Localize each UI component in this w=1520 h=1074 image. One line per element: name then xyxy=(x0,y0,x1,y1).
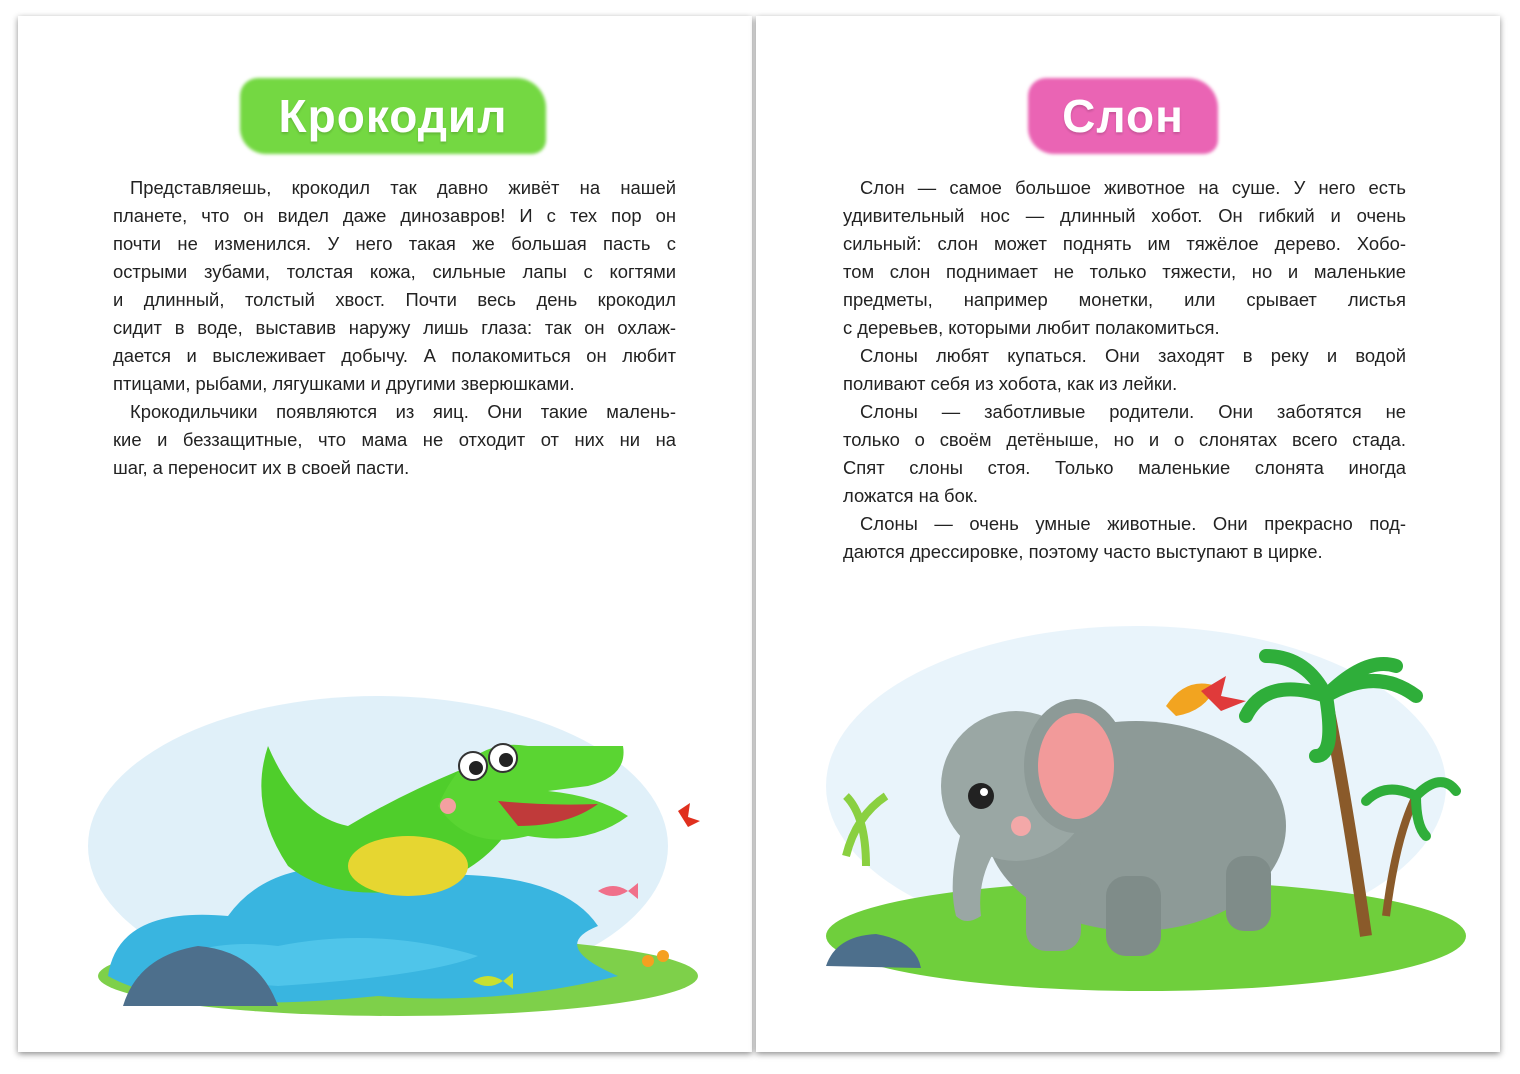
right-page xyxy=(756,16,1500,1052)
elephant-title: Слон xyxy=(1062,90,1184,142)
text-line: с деревьев, которыми любит полакомиться. xyxy=(843,317,1220,338)
text-line: Крокодильчики появляются из яиц. Они такие малень- xyxy=(130,401,676,422)
elephant-title-banner xyxy=(1028,78,1218,154)
crocodile-illustration xyxy=(78,676,718,1036)
text-line: планете, что он видел даже динозавров! И с тех пор он xyxy=(113,205,676,226)
flower-icon xyxy=(642,955,654,967)
text-line: и длинный, толстый хвост. Почти весь день крокодил xyxy=(113,289,676,310)
text-line: почти не изменился. У него такая же большая пасть с xyxy=(113,233,676,254)
text-line: Слон — самое большое животное на суше. У него есть xyxy=(860,177,1406,198)
text-line: предметы, например монетки, или срывает листья xyxy=(843,289,1406,310)
text-line: кие и беззащитные, что мама не отходит от них ни на xyxy=(113,429,676,450)
left-page xyxy=(18,16,752,1052)
crocodile-title: Крокодил xyxy=(278,90,508,142)
text-line: Слоны любят купаться. Они заходят в реку и водой xyxy=(860,345,1406,366)
elephant-text xyxy=(843,174,1406,566)
text-line: ложатся на бок. xyxy=(843,485,978,506)
butterfly-icon xyxy=(678,803,700,827)
text-line: удивительный нос — длинный хобот. Он гибкий и очень xyxy=(843,205,1406,226)
text-line: Слоны — очень умные животные. Они прекрасно под- xyxy=(860,513,1406,534)
text-line: сидит в воде, выставив наружу лишь глаза: так он охлаж- xyxy=(113,317,676,338)
crocodile-text xyxy=(113,174,676,482)
text-line: птицами, рыбами, лягушками и другими зверюшками. xyxy=(113,373,575,394)
elephant-illustration xyxy=(806,616,1466,1006)
text-line: только о своём детёныше, но и о слонятах всего стада. xyxy=(843,429,1406,450)
text-line: поливают себя из хобота, как из лейки. xyxy=(843,373,1178,394)
text-line: острыми зубами, толстая кожа, сильные лапы с когтями xyxy=(113,261,676,282)
text-line: сильный: слон может поднять им тяжёлое дерево. Хобо- xyxy=(843,233,1406,254)
text-line: Спят слоны стоя. Только маленькие слонята иногда xyxy=(843,457,1406,478)
text-line: Слоны — заботливые родители. Они заботятся не xyxy=(860,401,1406,422)
text-line: Представляешь, крокодил так давно живёт на нашей xyxy=(130,177,676,198)
text-line: шаг, а переносит их в своей пасти. xyxy=(113,457,410,478)
text-line: даются дрессировке, поэтому часто выступают в цирке. xyxy=(843,541,1323,562)
text-line: том слон поднимает не только тяжести, но и маленькие xyxy=(843,261,1406,282)
text-line: дается и выслеживает добычу. А полакомиться он любит xyxy=(113,345,676,366)
crocodile-title-banner xyxy=(240,78,546,154)
